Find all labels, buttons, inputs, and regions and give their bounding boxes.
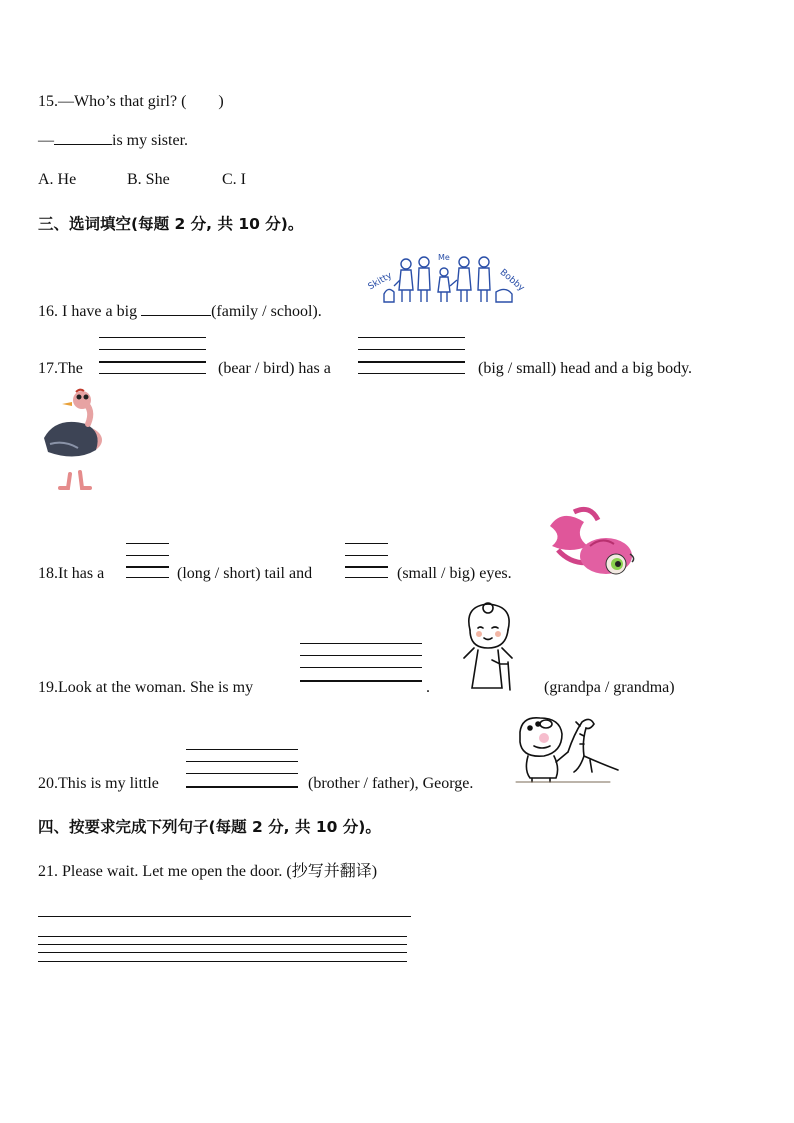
q15-option-a[interactable]: A. He bbox=[38, 171, 77, 188]
family-picture bbox=[366, 250, 526, 312]
q15-option-c[interactable]: C. I bbox=[222, 171, 246, 188]
family-label-me: Me bbox=[438, 253, 450, 262]
q19-period: . bbox=[426, 679, 430, 696]
ostrich-picture bbox=[36, 388, 108, 492]
q15-answer-suffix: is my sister. bbox=[112, 132, 189, 149]
q21-text: 21. Please wait. Let me open the door. (抄写并翻译) bbox=[38, 863, 378, 880]
q18-middle: (long / short) tail and bbox=[177, 565, 313, 582]
goldfish-picture bbox=[544, 506, 640, 582]
section3-heading: 三、选词填空(每题 2 分, 共 10 分)。 bbox=[38, 215, 304, 233]
q16-sentence bbox=[38, 301, 322, 321]
q20-suffix: (brother / father), George. bbox=[308, 775, 474, 792]
q15-option-b[interactable]: B. She bbox=[127, 171, 170, 188]
family-label-bobby: Bobby bbox=[497, 267, 526, 294]
grandma-picture bbox=[456, 600, 522, 692]
q16-suffix: (family / school). bbox=[211, 303, 322, 320]
q15-question: 15.—Who’s that girl? ( ) bbox=[38, 93, 224, 110]
q17-middle: (bear / bird) has a bbox=[218, 360, 331, 377]
q15-answer-line bbox=[38, 130, 188, 150]
george-dinosaur-picture bbox=[510, 712, 622, 784]
section4-heading: 四、按要求完成下列句子(每题 2 分, 共 10 分)。 bbox=[38, 818, 381, 836]
q15-blank[interactable] bbox=[54, 130, 112, 145]
family-label-skitty: Skitty bbox=[366, 270, 394, 293]
q16-prefix: 16. I have a big bbox=[38, 303, 142, 320]
q19-options: (grandpa / grandma) bbox=[544, 679, 675, 696]
q18-prefix: 18.It has a bbox=[38, 565, 105, 582]
q16-blank[interactable] bbox=[141, 301, 211, 316]
q17-prefix: 17.The bbox=[38, 360, 83, 377]
q20-prefix: 20.This is my little bbox=[38, 775, 159, 792]
q17-suffix: (big / small) head and a big body. bbox=[478, 360, 693, 377]
q19-prefix: 19.Look at the woman. She is my bbox=[38, 679, 254, 696]
q18-suffix: (small / big) eyes. bbox=[397, 565, 512, 582]
q15-dash: — bbox=[38, 132, 54, 149]
